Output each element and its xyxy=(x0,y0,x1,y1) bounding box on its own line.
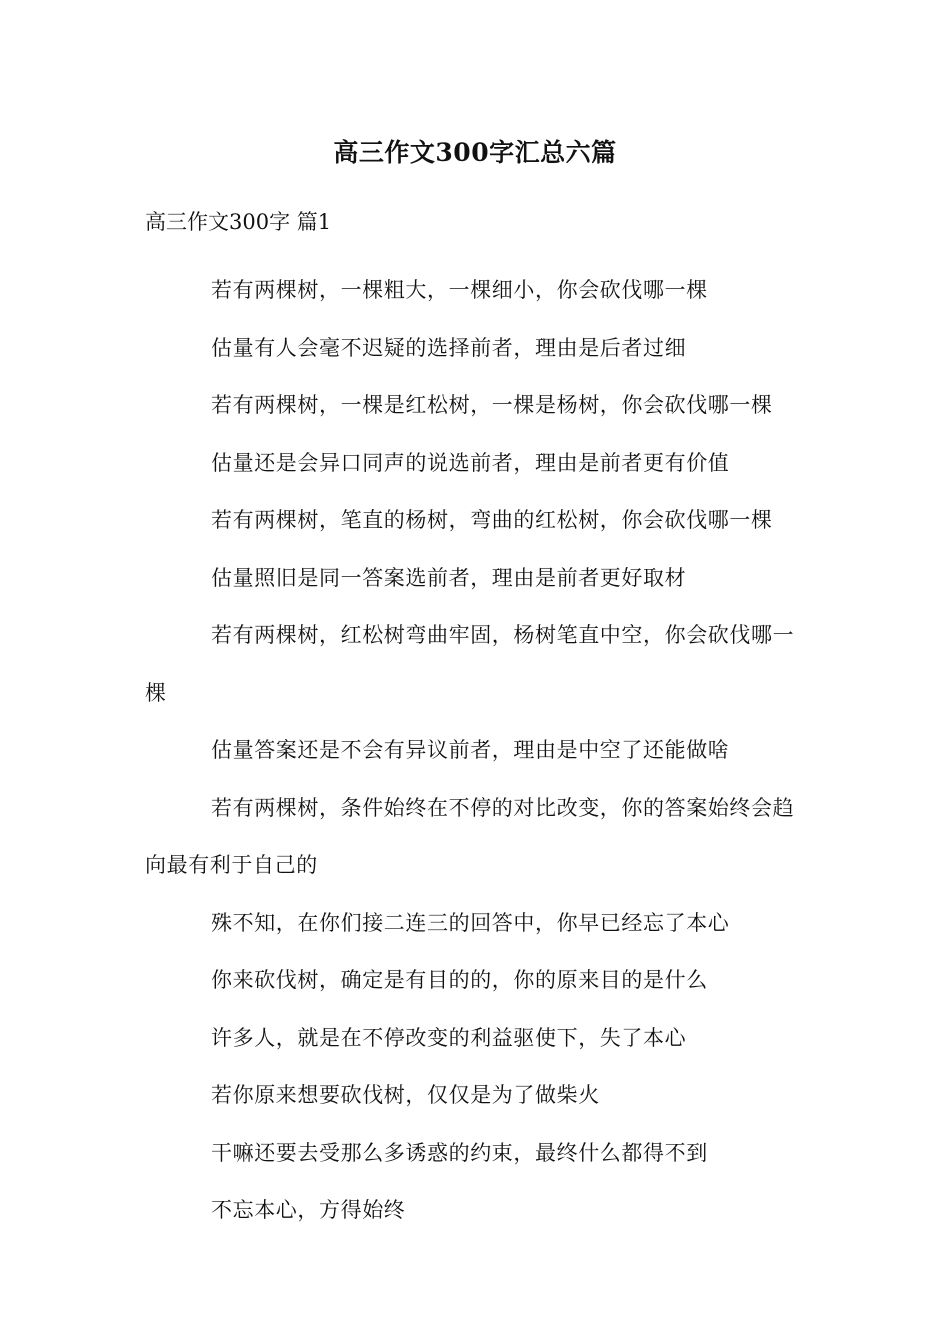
paragraph: 估量答案还是不会有异议前者，理由是中空了还能做啥 xyxy=(211,738,730,762)
essay-body xyxy=(145,262,810,1240)
paragraph: 干嘛还要去受那么多诱惑的约束，最终什么都得不到 xyxy=(211,1140,708,1165)
paragraph: 若有两棵树，笔直的杨树，弯曲的红松树，你会砍伐哪一棵 xyxy=(211,508,773,532)
paragraph: 估量有人会毫不迟疑的选择前者，理由是后者过细 xyxy=(211,335,687,360)
paragraph: 你来砍伐树，确定是有目的的，你的原来目的是什么 xyxy=(211,968,708,992)
paragraph: 若有两棵树，条件始终在不停的对比改变，你的答案始终会趋向最有利于自己的 xyxy=(145,795,795,877)
paragraph: 若有两棵树，一棵是红松树，一棵是杨树，你会砍伐哪一棵 xyxy=(211,393,773,417)
section-heading: 高三作文300字 篇1 xyxy=(145,210,332,234)
paragraph: 估量照旧是同一答案选前者，理由是前者更好取材 xyxy=(211,565,687,590)
paragraph: 许多人，就是在不停改变的利益驱使下，失了本心 xyxy=(211,1025,687,1050)
paragraph: 若你原来想要砍伐树，仅仅是为了做柴火 xyxy=(211,1083,600,1107)
paragraph: 不忘本心，方得始终 xyxy=(211,1198,406,1222)
paragraph: 若有两棵树，一棵粗大，一棵细小，你会砍伐哪一棵 xyxy=(211,278,708,302)
paragraph: 若有两棵树，红松树弯曲牢固，杨树笔直中空，你会砍伐哪一棵 xyxy=(145,623,795,705)
document-title: 高三作文300字汇总六篇 xyxy=(333,138,617,167)
paragraph: 殊不知，在你们接二连三的回答中，你早已经忘了本心 xyxy=(211,910,730,935)
paragraph: 估量还是会异口同声的说选前者，理由是前者更有价值 xyxy=(211,450,730,475)
